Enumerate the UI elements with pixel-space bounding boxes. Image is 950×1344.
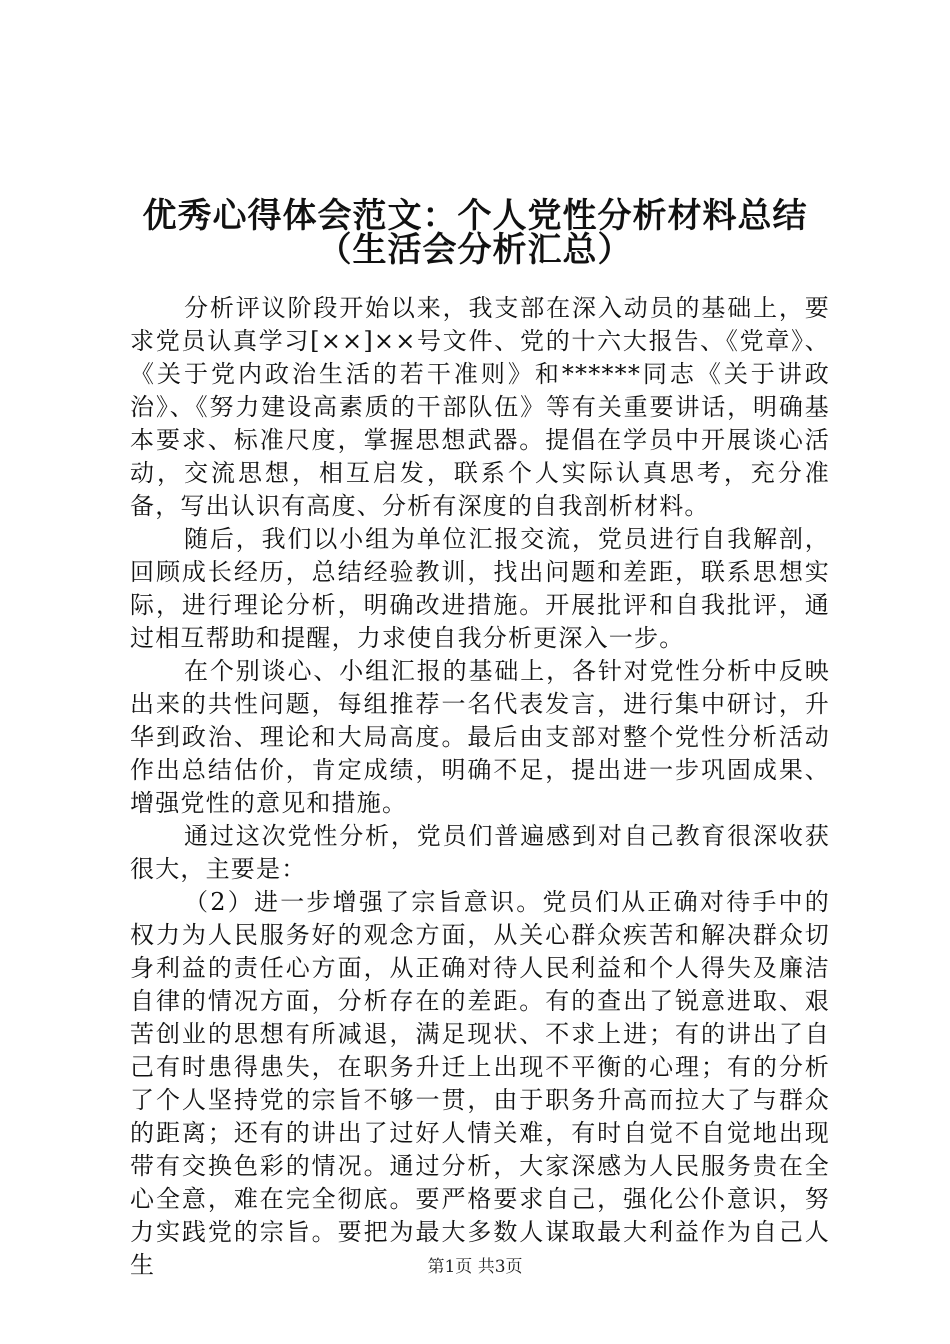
document-body xyxy=(130,292,830,1282)
document-title-line-1: 优秀心得体会范文：个人党性分析材料总结 xyxy=(142,196,808,236)
page-number-footer: 第1页 共3页 xyxy=(427,1257,523,1277)
paragraph: （2）进一步增强了宗旨意识。党员们从正确对待手中的权力为人民服务好的观念方面，从关心群众疾苦和解决群众切身利益的责任心方面，从正确对待人民利益和个人得失及廉洁自律的情况方面，分析存在的差距。有的查出了锐意进取、艰苦创业的思想有所减退，满足现状、不求上进；有的讲出了自己有时患得患失，在职务升迁上出现不平衡的心理；有的分析了个人坚持党的宗旨不够一贯，由于职务升高而拉大了与群众的距离；还有的讲出了过好人情关难，有时自觉不自觉地出现带有交换色彩的情况。通过分析，大家深感为人民服务贵在全心全意，难在完全彻底。要严格要求自己，强化公仆意识，努力实践党的宗旨。要把为最大多数人谋取最大利益作为自己人生 xyxy=(130,888,830,1279)
document-title-line-2: （生活会分析汇总） xyxy=(317,230,633,270)
paragraph: 通过这次党性分析，党员们普遍感到对自己教育很深收获很大，主要是： xyxy=(130,822,830,883)
paragraph: 在个别谈心、小组汇报的基础上，各针对党性分析中反映出来的共性问题，每组推荐一名代表发言，进行集中研讨，升华到政治、理论和大局高度。最后由支部对整个党性分析活动作出总结估价，肯定成绩，明确不足，提出进一步巩固成果、增强党性的意见和措施。 xyxy=(130,657,830,817)
paragraph: 随后，我们以小组为单位汇报交流，党员进行自我解剖，回顾成长经历，总结经验教训，找出问题和差距，联系思想实际，进行理论分析，明确改进措施。开展批评和自我批评，通过相互帮助和提醒，力求使自我分析更深入一步。 xyxy=(130,525,830,652)
paragraph: 分析评议阶段开始以来，我支部在深入动员的基础上，要求党员认真学习[××]××号文件、党的十六大报告、《党章》、《关于党内政治生活的若干准则》和******同志《关于讲政治》、《努力建设高素质的干部队伍》等有关重要讲话，明确基本要求、标准尺度，掌握思想武器。提倡在学员中开展谈心活动，交流思想，相互启发，联系个人实际认真思考，充分准备，写出认识有高度、分析有深度的自我剖析材料。 xyxy=(130,294,830,520)
